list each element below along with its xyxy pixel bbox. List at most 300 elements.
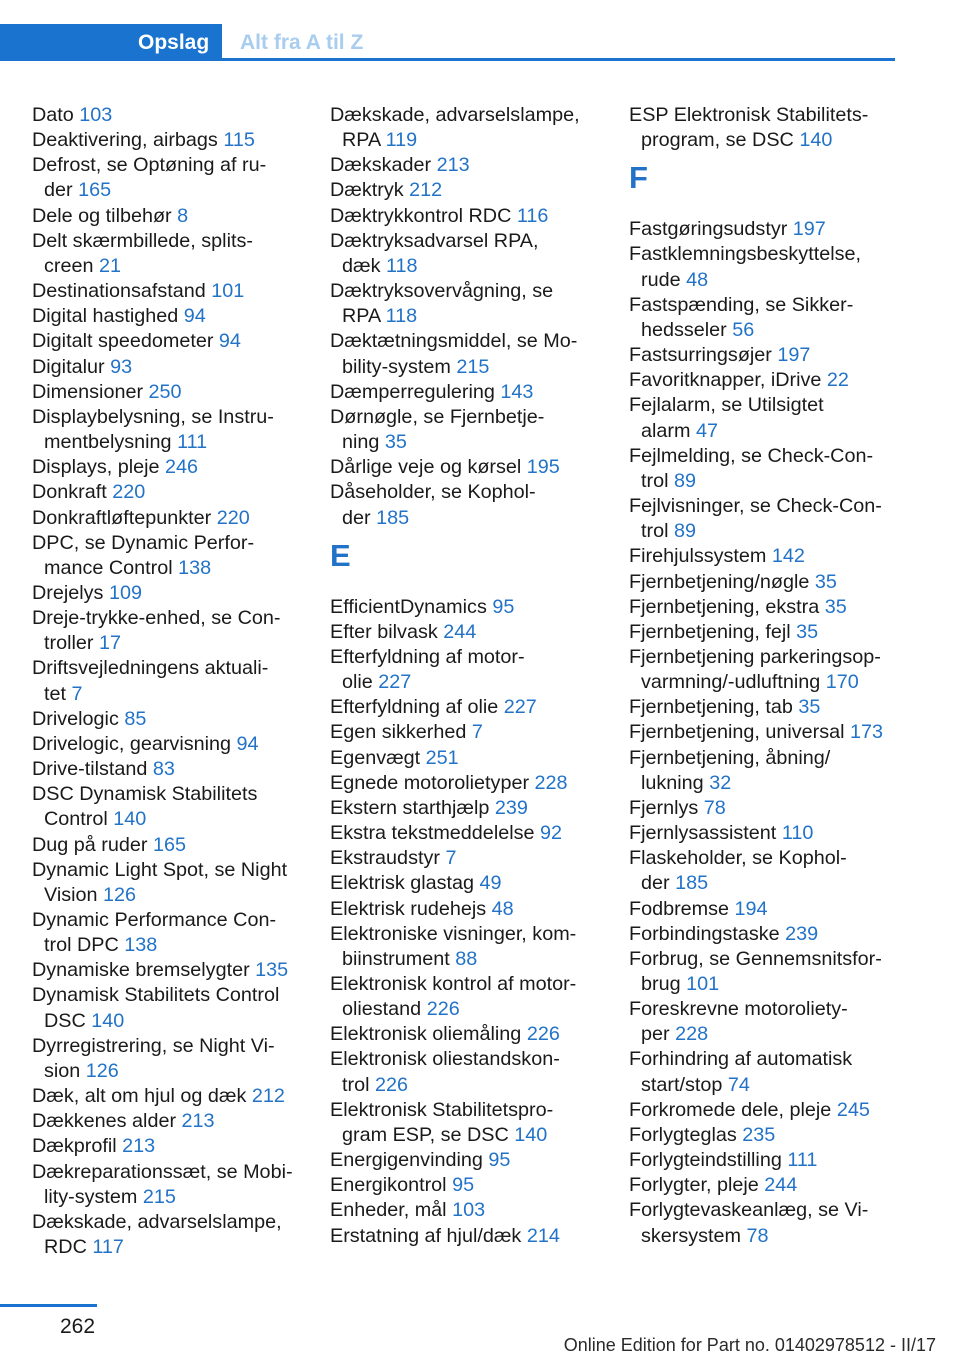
- page-link[interactable]: 226: [374, 1073, 408, 1096]
- index-entry-text: der: [342, 506, 377, 529]
- index-entry-text: Dæktryk: [330, 179, 410, 202]
- index-entry-text: Energikontrol: [330, 1174, 453, 1197]
- page-link[interactable]: 142: [771, 545, 805, 568]
- index-entry-text: lukning: [641, 771, 710, 794]
- index-entry: [629, 217, 897, 242]
- page-link[interactable]: 7: [471, 721, 483, 744]
- index-entry-text: Forlygteglas: [629, 1123, 743, 1146]
- page-link[interactable]: 239: [785, 922, 819, 945]
- index-entry-text: Driftsvejledningens aktuali-: [32, 657, 269, 680]
- index-entry: [32, 958, 300, 983]
- index-entry: [330, 380, 598, 405]
- index-entry: [629, 444, 897, 494]
- page-link[interactable]: 138: [124, 934, 158, 957]
- index-entry-text: Ekstra tekstmeddelelse: [330, 822, 540, 845]
- index-entry: [32, 581, 300, 606]
- page-link[interactable]: 21: [98, 254, 121, 277]
- page-link[interactable]: 195: [526, 456, 560, 479]
- index-entry: [629, 746, 897, 796]
- index-entry-text: Displays, pleje: [32, 456, 166, 479]
- page-link[interactable]: 101: [211, 280, 245, 303]
- page-link[interactable]: 165: [78, 179, 112, 202]
- index-entry: [32, 732, 300, 757]
- page-link[interactable]: 93: [110, 355, 133, 378]
- index-entry: [629, 796, 897, 821]
- page-link[interactable]: 7: [445, 847, 457, 870]
- page-link[interactable]: 116: [516, 204, 549, 227]
- page-link[interactable]: 143: [500, 380, 534, 403]
- page-link[interactable]: 140: [113, 808, 147, 831]
- index-entry-text: Dørnøgle, se Fjernbetje-: [330, 405, 545, 428]
- page-link[interactable]: 226: [426, 998, 460, 1021]
- index-entry-text: Drejelys: [32, 581, 109, 604]
- index-entry-text: gram ESP, se DSC: [342, 1123, 515, 1146]
- index-entry-text: mentbelysning: [44, 431, 178, 454]
- index-entry-text: Donkraft: [32, 481, 113, 504]
- index-entry: [32, 1084, 300, 1109]
- page-link[interactable]: 173: [850, 721, 884, 744]
- page-link[interactable]: 228: [534, 771, 568, 794]
- page-link[interactable]: 245: [836, 1098, 870, 1121]
- page-link[interactable]: 213: [436, 154, 470, 177]
- page-link[interactable]: 138: [178, 556, 212, 579]
- index-entry: [330, 480, 598, 530]
- index-entry: [32, 656, 300, 706]
- index-entry: [32, 204, 300, 229]
- index-entry-text: Fejlmelding, se Check-Con-: [629, 444, 874, 467]
- index-entry: [629, 393, 897, 443]
- index-entry: [629, 293, 897, 343]
- index-entry-text: Fastspænding, se Sikker-: [629, 293, 854, 316]
- index-entry-text: DPC, se Dynamic Perfor-: [32, 531, 255, 554]
- index-entry-text: rude: [641, 268, 687, 291]
- index-entry-text: Fastgøringsudstyr: [629, 218, 793, 241]
- index-entry-text: Deaktivering, airbags: [32, 129, 224, 152]
- page-link[interactable]: 32: [709, 771, 732, 794]
- index-entry-text: Forlygter, pleje: [629, 1174, 765, 1197]
- page-link[interactable]: 214: [526, 1224, 560, 1247]
- index-entry-text: Dæktrykkontrol RDC: [330, 204, 517, 227]
- index-entry-text: Dreje-trykke-enhed, se Con-: [32, 607, 281, 630]
- page-link[interactable]: 226: [526, 1023, 560, 1046]
- page-link[interactable]: 8: [177, 204, 189, 227]
- index-entry-text: Forlygteindstilling: [629, 1149, 788, 1172]
- index-entry-text: Fastklemningsbeskyttelse,: [629, 243, 861, 266]
- page-link[interactable]: 56: [732, 318, 755, 341]
- page-link[interactable]: 215: [456, 355, 490, 378]
- page-link[interactable]: 94: [218, 330, 241, 353]
- index-entry: [330, 897, 598, 922]
- index-entry-text: brug: [641, 973, 687, 995]
- index-entry: [629, 1198, 897, 1248]
- page-link[interactable]: 135: [255, 959, 289, 982]
- index-entry-text: troller: [44, 632, 99, 655]
- index-entry: [330, 846, 598, 871]
- index-entry-text: Dækreparationssæt, se Mobi-: [32, 1160, 293, 1183]
- index-entry: [32, 304, 300, 329]
- index-entry: [330, 1173, 598, 1198]
- page-link[interactable]: 220: [216, 506, 250, 529]
- index-entry-text: Flaskeholder, se Kophol-: [629, 847, 847, 870]
- index-section-letter: F: [629, 160, 648, 196]
- index-entry-text: Dug på ruder: [32, 833, 153, 856]
- page-link[interactable]: 220: [112, 481, 146, 504]
- index-entry-text: Dårlige veje og kørsel: [330, 456, 527, 479]
- index-entry: [32, 858, 300, 908]
- index-entry-text: Forbindingstaske: [629, 922, 786, 945]
- index-entry-text: Vision: [44, 883, 104, 906]
- index-entry: [629, 595, 897, 620]
- index-entry-text: trol: [641, 469, 674, 492]
- index-entry-text: Displaybelysning, se Instru-: [32, 405, 274, 428]
- index-entry: [629, 997, 897, 1047]
- index-entry: [330, 279, 598, 329]
- index-entry-text: Digital hastighed: [32, 305, 184, 328]
- page-link[interactable]: 244: [443, 620, 477, 643]
- index-entry-text: Dækprofil: [32, 1135, 123, 1158]
- index-entry-text: Favoritknapper, iDrive: [629, 369, 827, 392]
- index-entry-text: Foreskrevne motoroliety-: [629, 998, 848, 1021]
- page-link[interactable]: 74: [727, 1073, 750, 1096]
- index-entry-text: Forkromede dele, pleje: [629, 1098, 837, 1121]
- page-link[interactable]: 89: [673, 520, 696, 543]
- page-link[interactable]: 17: [98, 632, 121, 655]
- index-entry: [330, 178, 598, 203]
- index-entry-text: Dæmperregulering: [330, 380, 501, 403]
- index-entry-text: Dåseholder, se Kophol-: [330, 481, 536, 504]
- index-entry-text: start/stop: [641, 1073, 728, 1096]
- tab-alt-fra-a-til-z[interactable]: Alt fra A til Z: [240, 31, 364, 54]
- index-entry: [32, 103, 300, 128]
- index-entry-text: bility-system: [342, 355, 457, 378]
- index-entry-text: Dæktryksovervågning, se: [330, 280, 554, 303]
- page-link[interactable]: 140: [514, 1123, 548, 1146]
- index-entry: [330, 103, 598, 153]
- page-link[interactable]: 94: [236, 732, 259, 755]
- index-entry-text: Destinationsafstand: [32, 280, 212, 303]
- index-entry: [32, 1134, 300, 1159]
- index-entry: [32, 1210, 300, 1260]
- index-entry: [629, 645, 897, 695]
- page-link[interactable]: 115: [223, 129, 255, 152]
- index-entry: [330, 1224, 598, 1249]
- index-entry-text: Dækskade, advarselslampe,: [32, 1210, 282, 1233]
- index-entry: [330, 1148, 598, 1173]
- index-entry-text: trol DPC: [44, 934, 125, 957]
- page-link[interactable]: 215: [142, 1185, 176, 1208]
- index-entry-text: Elektronisk oliestandskon-: [330, 1048, 560, 1071]
- page-number: 262: [60, 1315, 96, 1338]
- index-entry-text: tet: [44, 682, 72, 705]
- index-entry-text: Drivelogic: [32, 707, 125, 730]
- page-link[interactable]: 48: [491, 897, 514, 920]
- page-link[interactable]: 110: [781, 822, 814, 845]
- index-entry-text: Dynamic Performance Con-: [32, 909, 277, 931]
- index-entry: [330, 595, 598, 620]
- index-entry-text: Dækskade, advarselslampe,: [330, 104, 580, 126]
- index-entry-text: trol: [342, 1073, 375, 1096]
- page-link[interactable]: 185: [675, 872, 709, 895]
- page-link[interactable]: 197: [792, 218, 826, 241]
- page-link[interactable]: 118: [385, 254, 418, 277]
- page-link[interactable]: 95: [452, 1174, 475, 1197]
- page-link[interactable]: 35: [798, 696, 821, 719]
- page-link[interactable]: 213: [122, 1135, 156, 1158]
- index-entry-text: Dato: [32, 104, 80, 126]
- page-link[interactable]: 94: [183, 305, 206, 328]
- index-entry-text: Donkraftløftepunkter: [32, 506, 217, 529]
- index-entry-text: lity-system: [44, 1185, 143, 1208]
- page-link[interactable]: 35: [814, 570, 837, 593]
- page-link[interactable]: 35: [796, 620, 819, 643]
- index-entry-text: Control: [44, 808, 114, 831]
- page-link[interactable]: 244: [764, 1174, 798, 1197]
- index-entry-text: biinstrument: [342, 947, 456, 970]
- page-link[interactable]: 95: [492, 595, 515, 618]
- index-entry-text: Ekstraudstyr: [330, 847, 446, 870]
- page-link[interactable]: 227: [378, 671, 412, 694]
- index-entry-text: Dyrregistrering, se Night Vi-: [32, 1034, 275, 1057]
- index-entry: [330, 720, 598, 745]
- index-entry-text: Elektronisk kontrol af motor-: [330, 973, 577, 995]
- index-entry: [330, 405, 598, 455]
- page-link[interactable]: 88: [455, 947, 478, 970]
- index-entry-text: oliestand: [342, 998, 427, 1021]
- edition-note: Online Edition for Part no. 01402978512 - II/17: [563, 1335, 936, 1355]
- index-entry: [629, 821, 897, 846]
- index-entry-text: per: [641, 1023, 676, 1046]
- index-entry-text: Egen sikkerhed: [330, 721, 472, 744]
- index-column-1: [32, 103, 300, 1260]
- index-entry-text: Fjernbetjening, tab: [629, 696, 799, 719]
- index-entry-text: Fodbremse: [629, 897, 735, 920]
- page-link[interactable]: 109: [108, 581, 142, 604]
- page-link[interactable]: 165: [152, 833, 186, 856]
- index-entry: [32, 1160, 300, 1210]
- index-entry-text: Elektrisk rudehejs: [330, 897, 492, 920]
- page-link[interactable]: 140: [91, 1009, 125, 1032]
- page-link[interactable]: 194: [734, 897, 768, 920]
- index-entry-text: Elektroniske visninger, kom-: [330, 922, 577, 945]
- index-entry: [330, 645, 598, 695]
- index-column-3: [629, 103, 897, 1249]
- index-entry: [32, 531, 300, 581]
- index-entry-text: Defrost, se Optøning af ru-: [32, 154, 267, 177]
- index-entry-text: Dimensioner: [32, 380, 149, 403]
- index-entry: [629, 897, 897, 922]
- index-entry: [330, 771, 598, 796]
- index-entry-text: der: [44, 179, 79, 202]
- footer-divider: [0, 1304, 97, 1307]
- page-link[interactable]: 95: [488, 1149, 511, 1172]
- index-entry-text: Drivelogic, gearvisning: [32, 732, 237, 755]
- index-entry-text: Digitalur: [32, 355, 111, 378]
- index-entry-text: ESP Elektronisk Stabilitets-: [629, 104, 869, 126]
- index-entry-text: Elektronisk Stabilitetspro-: [330, 1098, 554, 1121]
- page-link[interactable]: 47: [695, 419, 718, 442]
- index-entry: [32, 329, 300, 354]
- page-link[interactable]: 78: [703, 796, 726, 819]
- index-entry-text: ning: [342, 431, 385, 454]
- index-entry-text: Dæk, alt om hjul og dæk: [32, 1085, 252, 1108]
- index-entry-text: Firehjulssystem: [629, 545, 772, 568]
- page-link[interactable]: 92: [540, 822, 563, 845]
- index-entry: [330, 620, 598, 645]
- index-entry-text: Fejlvisninger, se Check-Con-: [629, 495, 882, 518]
- index-entry: [629, 544, 897, 569]
- index-entry: [32, 1034, 300, 1084]
- page-link[interactable]: 228: [675, 1023, 709, 1046]
- index-entry-text: DSC Dynamisk Stabilitets: [32, 783, 258, 806]
- index-entry-text: Egnede motorolietyper: [330, 771, 535, 794]
- index-entry: [629, 368, 897, 393]
- page-link[interactable]: 118: [385, 305, 418, 328]
- page-link[interactable]: 49: [479, 872, 502, 895]
- index-section-letter: E: [330, 537, 351, 573]
- index-column-2: [330, 103, 598, 1249]
- index-entry-text: Fjernbetjening, universal: [629, 721, 851, 744]
- page-link[interactable]: 213: [181, 1110, 215, 1133]
- page-link[interactable]: 250: [148, 380, 182, 403]
- index-entry: [629, 1148, 897, 1173]
- index-entry-text: Dækkenes alder: [32, 1110, 182, 1133]
- page-link[interactable]: 239: [494, 796, 528, 819]
- index-entry-text: Fjernlysassistent: [629, 822, 782, 845]
- index-entry: [330, 922, 598, 972]
- index-entry: [330, 455, 598, 480]
- page-link[interactable]: 119: [385, 129, 418, 152]
- index-entry: [32, 153, 300, 203]
- page-link[interactable]: 78: [746, 1224, 769, 1247]
- page-link[interactable]: 197: [777, 344, 811, 367]
- index-entry-text: Forbrug, se Gennemsnitsfor-: [629, 947, 882, 970]
- page-link[interactable]: 126: [85, 1059, 119, 1082]
- page-link[interactable]: 140: [799, 129, 833, 152]
- index-entry: [32, 229, 300, 279]
- index-entry-text: Egenvægt: [330, 746, 426, 769]
- index-entry: [330, 796, 598, 821]
- index-entry: [32, 279, 300, 304]
- page-link[interactable]: 170: [825, 671, 859, 694]
- index-entry: [32, 833, 300, 858]
- index-entry: [32, 782, 300, 832]
- page-link[interactable]: 251: [425, 746, 459, 769]
- index-entry: [330, 329, 598, 379]
- index-entry: [32, 480, 300, 505]
- index-entry: [330, 1098, 598, 1148]
- index-entry: [32, 380, 300, 405]
- page-link[interactable]: 103: [452, 1199, 486, 1222]
- index-entry-text: Fejlalarm, se Utilsigtet: [629, 394, 824, 417]
- index-entry: [629, 846, 897, 896]
- index-entry: [32, 128, 300, 153]
- index-entry-text: Forhindring af automatisk: [629, 1048, 853, 1071]
- index-entry-text: Dæktryksadvarsel RPA,: [330, 229, 539, 252]
- page-link[interactable]: 89: [673, 469, 696, 492]
- index-entry: [330, 821, 598, 846]
- index-entry: [629, 343, 897, 368]
- index-entry-text: Efterfyldning af motor-: [330, 645, 525, 668]
- index-entry-text: Dynamisk Stabilitets Control: [32, 984, 280, 1007]
- index-entry-text: creen: [44, 254, 99, 277]
- index-entry: [330, 871, 598, 896]
- index-entry-text: program, se DSC: [641, 129, 800, 152]
- index-entry-text: der: [641, 872, 676, 895]
- index-entry-text: Efter bilvask: [330, 620, 444, 643]
- tab-opslag[interactable]: Opslag: [0, 24, 222, 61]
- index-entry-text: Dækskader: [330, 154, 437, 177]
- header-tabs: [0, 0, 895, 62]
- index-entry-text: skersystem: [641, 1224, 747, 1247]
- page-link[interactable]: 185: [376, 506, 410, 529]
- index-entry: [32, 908, 300, 958]
- page-link[interactable]: 212: [409, 179, 443, 202]
- index-entry-text: Fjernlys: [629, 796, 704, 819]
- page-link[interactable]: 7: [71, 682, 83, 705]
- index-entry-text: mance Control: [44, 556, 179, 579]
- page-link[interactable]: 126: [103, 883, 137, 906]
- page-link[interactable]: 111: [177, 431, 208, 454]
- index-entry: [629, 1098, 897, 1123]
- index-entry-text: Dynamiske bremselygter: [32, 959, 256, 982]
- index-entry: [629, 570, 897, 595]
- page-link[interactable]: 246: [165, 456, 199, 479]
- index-entry: [330, 1022, 598, 1047]
- page-link[interactable]: 22: [826, 369, 849, 392]
- index-entry-text: olie: [342, 671, 379, 694]
- index-entry: [330, 1047, 598, 1097]
- index-entry: [32, 757, 300, 782]
- index-entry-text: Fjernbetjening, ekstra: [629, 595, 825, 618]
- page-link[interactable]: 35: [824, 595, 847, 618]
- page-link[interactable]: 117: [92, 1236, 124, 1259]
- index-entry-text: RPA: [342, 305, 386, 328]
- page-link[interactable]: 103: [79, 104, 113, 126]
- page-link[interactable]: 212: [251, 1085, 285, 1108]
- page-link[interactable]: 227: [503, 696, 537, 719]
- index-entry-text: Enheder, mål: [330, 1199, 453, 1222]
- index-entry-text: Drive-tilstand: [32, 758, 153, 781]
- index-entry-text: varmning/-udluftning: [641, 671, 826, 694]
- page-link[interactable]: 101: [686, 973, 720, 995]
- page-link[interactable]: 35: [384, 431, 407, 454]
- index-entry: [330, 204, 598, 229]
- index-entry-text: Digitalt speedometer: [32, 330, 219, 353]
- index-entry: [330, 153, 598, 178]
- index-entry-text: Dele og tilbehør: [32, 204, 178, 227]
- page-link[interactable]: 83: [152, 758, 175, 781]
- index-entry: [330, 695, 598, 720]
- index-entry-text: Ekstern starthjælp: [330, 796, 495, 819]
- index-entry-text: Dæktætningsmiddel, se Mo-: [330, 330, 578, 353]
- page-link[interactable]: 48: [686, 268, 709, 291]
- index-entry: [32, 405, 300, 455]
- index-entry-text: Fjernbetjening/nøgle: [629, 570, 815, 593]
- index-entry: [32, 355, 300, 380]
- page-link[interactable]: 111: [787, 1149, 818, 1172]
- index-entry-text: Fjernbetjening parkeringsop-: [629, 645, 881, 668]
- page-link[interactable]: 85: [124, 707, 147, 730]
- page-link[interactable]: 235: [742, 1123, 776, 1146]
- index-entry-text: Erstatning af hjul/dæk: [330, 1224, 527, 1247]
- index-entry-text: trol: [641, 520, 674, 543]
- index-entry-text: EfficientDynamics: [330, 595, 493, 618]
- header-divider: [0, 58, 895, 61]
- index-entry-text: RDC: [44, 1236, 93, 1259]
- index-entry-text: Elektrisk glastag: [330, 872, 480, 895]
- index-entry: [330, 229, 598, 279]
- index-entry: [629, 1173, 897, 1198]
